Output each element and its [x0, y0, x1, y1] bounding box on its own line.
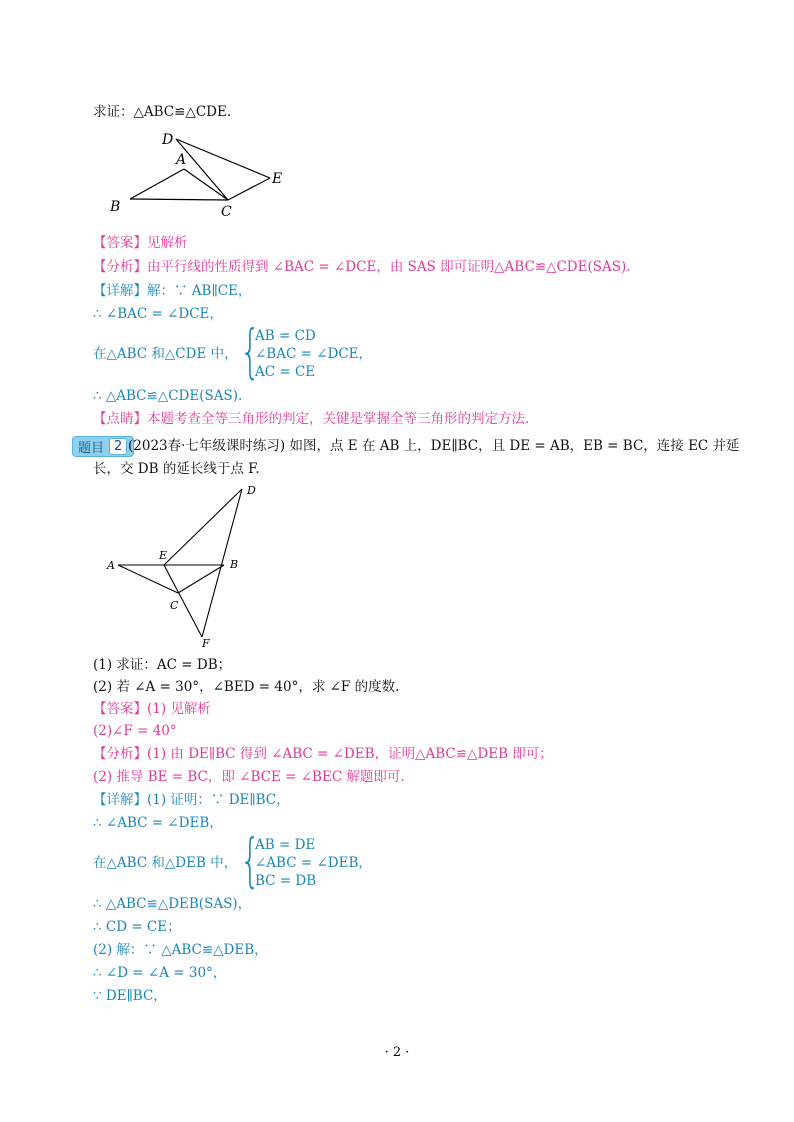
p2-line-c: (2) 解：∵ △ABC≌△DEB， [93, 942, 268, 958]
segment-DE [176, 139, 270, 178]
p2-answer-1: 【答案】(1) 见解析 [93, 701, 211, 717]
label-D: D [247, 484, 256, 497]
label-C: C [221, 204, 232, 220]
label-B: B [110, 199, 121, 215]
prove-statement: 求证：△ABC≌△CDE. [93, 104, 232, 120]
p1-conclusion: ∴ △ABC≌△CDE(SAS). [93, 388, 243, 404]
label-F: F [202, 637, 210, 650]
figure-2-diagram [100, 475, 270, 655]
question-badge-label: 题目 [78, 441, 105, 456]
p2-brace: { [240, 826, 261, 894]
segment-CB [178, 565, 224, 593]
label-E: E [272, 171, 283, 187]
p1-analysis: 【分析】由平行线的性质得到 ∠BAC = ∠DCE，由 SAS 即可证明△ABC≌△CDE(SAS). [93, 259, 631, 275]
p2-analysis-2: (2) 推导 BE = BC，即 ∠BCE = ∠BEC 解题即可. [93, 769, 405, 785]
p2-line-a: ∴ △ABC≌△DEB(SAS)， [93, 896, 252, 912]
p2-line-b: ∴ CD = CE； [93, 919, 181, 935]
q2-stem-line-1: (2023春·七年级课时练习) 如图，点 E 在 AB 上，DE∥BC，且 DE = AB，EB = BC，连接 EC 并延 [128, 438, 740, 454]
label-A: A [107, 559, 115, 572]
p1-cond-2: ∠BAC = ∠DCE， [255, 346, 373, 362]
segment-BC [130, 199, 228, 200]
p2-detail-2: ∴ ∠ABC = ∠DEB， [93, 815, 223, 831]
p2-cond-3: BC = DB [255, 873, 317, 889]
p2-line-e: ∵ DE∥BC， [93, 988, 167, 1004]
segment-BA [130, 169, 184, 199]
p2-cond-2: ∠ABC = ∠DEB， [255, 855, 372, 871]
page-number: · 2 · [384, 1045, 410, 1060]
q2-sub-2: (2) 若 ∠A = 30°，∠BED = 40°，求 ∠F 的度数. [93, 679, 400, 695]
p2-answer-2: (2)∠F = 40° [93, 723, 177, 739]
segment-AC [118, 565, 178, 593]
p2-cond-1: AB = DE [255, 837, 316, 853]
p2-detail-1: 【详解】(1) 证明：∵ DE∥BC， [93, 792, 290, 808]
q2-sub-1: (1) 求证：AC = DB； [93, 657, 232, 673]
p1-comment: 【点睛】本题考查全等三角形的判定，关键是掌握全等三角形的判定方法. [93, 411, 530, 427]
p2-line-d: ∴ ∠D = ∠A = 30°， [93, 965, 227, 981]
p1-answer: 【答案】见解析 [93, 235, 188, 251]
p2-in-triangle: 在△ABC 和△DEB 中， [93, 855, 238, 871]
question-badge [72, 436, 134, 457]
label-D: D [162, 132, 174, 148]
p1-brace: { [240, 317, 261, 385]
label-B: B [230, 558, 239, 571]
p1-in-triangle: 在△ABC 和△CDE 中， [93, 346, 238, 362]
p1-detail-2: ∴ ∠BAC = ∠DCE， [93, 306, 223, 322]
p1-detail-1: 【详解】解：∵ AB∥CE， [93, 283, 252, 299]
p2-analysis-1: 【分析】(1) 由 DE∥BC 得到 ∠ABC = ∠DEB，证明△ABC≌△DEB 即可； [93, 746, 553, 762]
label-A: A [176, 152, 187, 168]
label-C: C [170, 599, 179, 612]
label-E: E [159, 549, 168, 562]
p1-cond-1: AB = CD [255, 328, 316, 344]
figure-1-diagram [100, 125, 300, 225]
segment-CE [228, 178, 270, 200]
q2-stem-line-2: 长，交 DB 的延长线于点 F. [93, 461, 260, 477]
segment-ED [164, 489, 242, 565]
question-number: 2 [109, 438, 127, 455]
p1-cond-3: AC = CE [255, 364, 316, 380]
